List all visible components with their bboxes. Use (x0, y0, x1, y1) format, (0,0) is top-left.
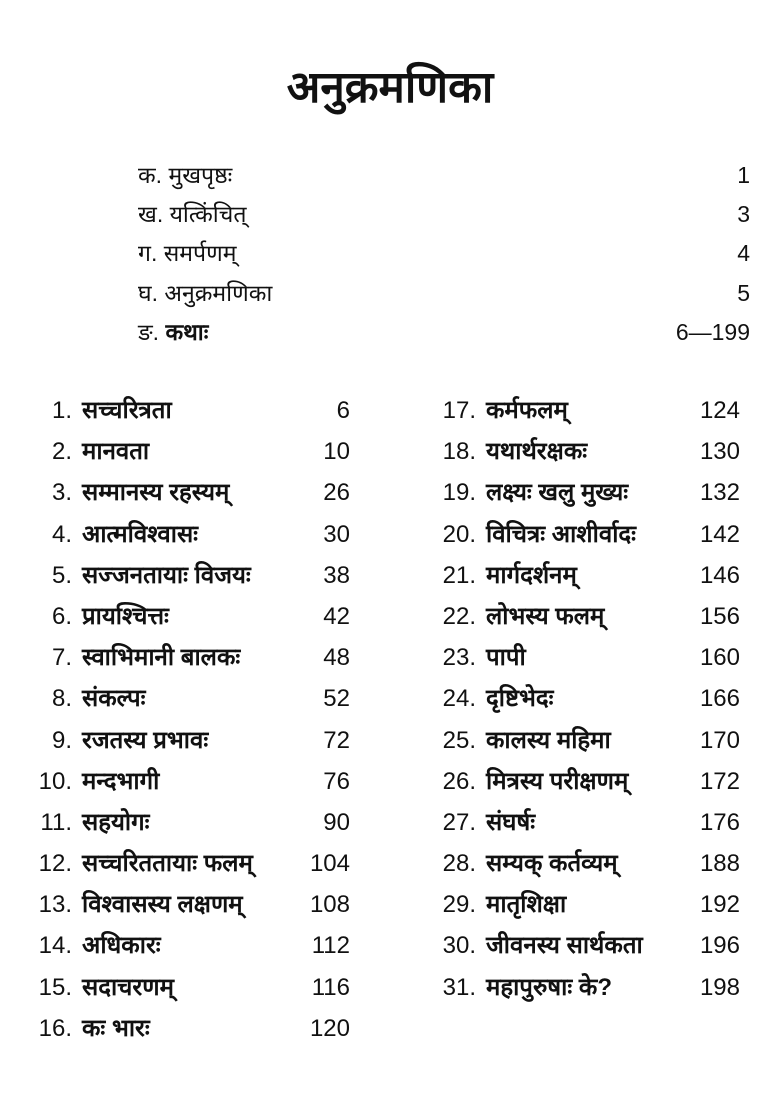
story-entry (420, 925, 740, 966)
stories-right-column (420, 390, 740, 1008)
story-entry (420, 637, 740, 678)
story-title: लक्ष्यः खलु मुख्यः (486, 479, 629, 507)
story-number: 8. (51, 685, 72, 713)
page-number: 112 (311, 932, 350, 960)
story-title: विचित्रः आशीर्वादः (486, 520, 636, 548)
story-number: 2. (51, 438, 72, 466)
front-matter-label: कथाः (165, 318, 209, 345)
story-title: अधिकारः (82, 932, 161, 960)
story-title: यथार्थरक्षकः (486, 438, 588, 466)
page-number: 130 (699, 438, 740, 466)
page-number: 142 (699, 520, 740, 548)
story-title: विश्वासस्य लक्षणम् (82, 891, 243, 919)
story-entry (20, 637, 350, 678)
page-number: 38 (323, 561, 350, 589)
story-title: मन्दभागी (82, 767, 160, 795)
story-title: सम्मानस्य रहस्यम् (82, 479, 230, 507)
story-title: मित्रस्य परीक्षणम् (486, 767, 629, 795)
story-title: सच्चरिततायाः फलम् (82, 850, 253, 878)
story-entry (420, 884, 740, 925)
page-number: 48 (323, 644, 350, 672)
story-title: लोभस्य फलम् (486, 602, 605, 630)
story-number: 1. (51, 397, 72, 424)
story-number: 18. (442, 438, 476, 466)
story-number: 10. (38, 767, 72, 795)
story-entry (420, 802, 740, 843)
story-number: 24. (442, 685, 476, 713)
page-number: 42 (323, 602, 350, 630)
front-matter-item (138, 195, 750, 234)
story-title: सज्जनतायाः विजयः (82, 561, 251, 589)
story-number: 29. (442, 891, 476, 919)
story-entry (420, 761, 740, 802)
page-number: 176 (699, 808, 740, 836)
page-number: 160 (699, 644, 740, 672)
front-matter-item (138, 234, 750, 273)
story-title: सम्यक् कर्तव्यम् (486, 850, 618, 878)
page-number: 6 (336, 397, 350, 424)
story-number: 15. (38, 973, 72, 1001)
page-number: 192 (699, 891, 740, 919)
story-number: 3. (51, 479, 72, 507)
story-entry (20, 431, 350, 472)
story-entry (420, 843, 740, 884)
story-title: संकल्पः (82, 685, 146, 713)
story-number: 22. (442, 602, 476, 630)
page-number: 1 (737, 162, 750, 188)
story-title: कः भारः (82, 1014, 150, 1042)
story-entry (420, 390, 740, 431)
page-number: 166 (699, 685, 740, 713)
front-matter-label: घ. अनुक्रमणिका (138, 279, 273, 306)
story-number: 31. (442, 973, 476, 1001)
story-entry (420, 514, 740, 555)
story-entry (20, 678, 350, 719)
story-number: 7. (51, 644, 72, 672)
story-title: महापुरुषाः के? (486, 973, 612, 1001)
page-number: 172 (699, 767, 740, 795)
story-title: स्वाभिमानी बालकः (82, 644, 241, 672)
story-number: 11. (40, 808, 72, 836)
page-number: 30 (323, 520, 350, 548)
page-number: 120 (309, 1014, 350, 1042)
story-title: सहयोगः (82, 808, 150, 836)
story-number: 9. (51, 726, 72, 754)
page-number: 132 (699, 479, 740, 507)
story-entry (20, 802, 350, 843)
page-number: 6—199 (675, 318, 750, 345)
story-entry (420, 720, 740, 761)
page-number: 188 (699, 850, 740, 878)
page-number: 52 (323, 685, 350, 713)
story-entry (20, 514, 350, 555)
page-number: 26 (323, 479, 350, 507)
front-matter-prefix: ङ. (138, 318, 160, 345)
story-number: 19. (442, 479, 476, 507)
page-number: 124 (699, 397, 740, 424)
story-title: मार्गदर्शनम् (486, 561, 577, 589)
story-number: 25. (442, 726, 476, 754)
story-title: सदाचरणम् (82, 973, 174, 1001)
page-number: 146 (699, 561, 740, 589)
page-number: 4 (737, 240, 750, 267)
story-number: 5. (51, 561, 72, 589)
story-entry (20, 472, 350, 513)
story-entry (20, 761, 350, 802)
story-title: रजतस्य प्रभावः (82, 726, 209, 754)
story-number: 27. (442, 808, 476, 836)
story-number: 12. (38, 850, 72, 878)
story-entry (420, 431, 740, 472)
story-number: 21. (442, 561, 476, 589)
story-entry (20, 596, 350, 637)
story-entry (20, 1008, 350, 1049)
story-number: 23. (442, 644, 476, 672)
page-number: 76 (323, 767, 350, 795)
page-number: 156 (699, 602, 740, 630)
story-entry (20, 884, 350, 925)
story-number: 17. (442, 397, 476, 424)
front-matter-label: क. मुखपृष्ठः (138, 162, 233, 188)
story-title: सच्चरित्रता (82, 397, 172, 424)
page-number: 5 (737, 279, 750, 306)
front-matter-list (138, 156, 750, 352)
stories-left-column (20, 390, 350, 1049)
story-entry (420, 678, 740, 719)
story-entry (20, 390, 350, 431)
story-number: 16. (38, 1014, 72, 1042)
story-number: 30. (442, 932, 476, 960)
story-title: दृष्टिभेदः (486, 685, 554, 713)
story-number: 28. (442, 850, 476, 878)
story-entry (420, 596, 740, 637)
page-number: 10 (323, 438, 350, 466)
story-title: संघर्षः (486, 808, 536, 836)
story-entry (20, 720, 350, 761)
story-entry (20, 843, 350, 884)
front-matter-item (138, 274, 750, 313)
front-matter-item (138, 313, 750, 352)
story-title: कालस्य महिमा (486, 726, 611, 754)
story-entry (420, 555, 740, 596)
front-matter-label: ग. समर्पणम् (138, 240, 237, 267)
story-entry (420, 967, 740, 1008)
page-title: अनुक्रमणिका (286, 63, 494, 112)
story-number: 4. (51, 520, 72, 548)
story-entry (20, 925, 350, 966)
page-number: 72 (323, 726, 350, 754)
page-number: 116 (311, 973, 350, 1001)
story-entry (420, 472, 740, 513)
story-number: 14. (38, 932, 72, 960)
story-number: 20. (442, 520, 476, 548)
page-number: 196 (699, 932, 740, 960)
page-number: 104 (309, 850, 350, 878)
front-matter-item (138, 156, 750, 195)
story-number: 6. (51, 602, 72, 630)
story-title: जीवनस्य सार्थकता (486, 932, 643, 960)
page-number: 170 (699, 726, 740, 754)
page-number: 90 (323, 808, 350, 836)
story-title: मानवता (82, 438, 150, 466)
page-number: 198 (699, 973, 740, 1001)
story-title: आत्मविश्वासः (82, 520, 199, 548)
front-matter-label: ख. यत्किंचित् (138, 201, 247, 228)
page-number: 108 (309, 891, 350, 919)
page-number: 3 (737, 201, 750, 228)
story-number: 13. (38, 891, 72, 919)
story-title: पापी (486, 644, 526, 672)
story-title: प्रायश्चित्तः (82, 602, 169, 630)
story-entry (20, 967, 350, 1008)
story-title: कर्मफलम् (486, 397, 568, 424)
story-entry (20, 555, 350, 596)
story-number: 26. (442, 767, 476, 795)
story-title: मातृशिक्षा (486, 891, 567, 919)
